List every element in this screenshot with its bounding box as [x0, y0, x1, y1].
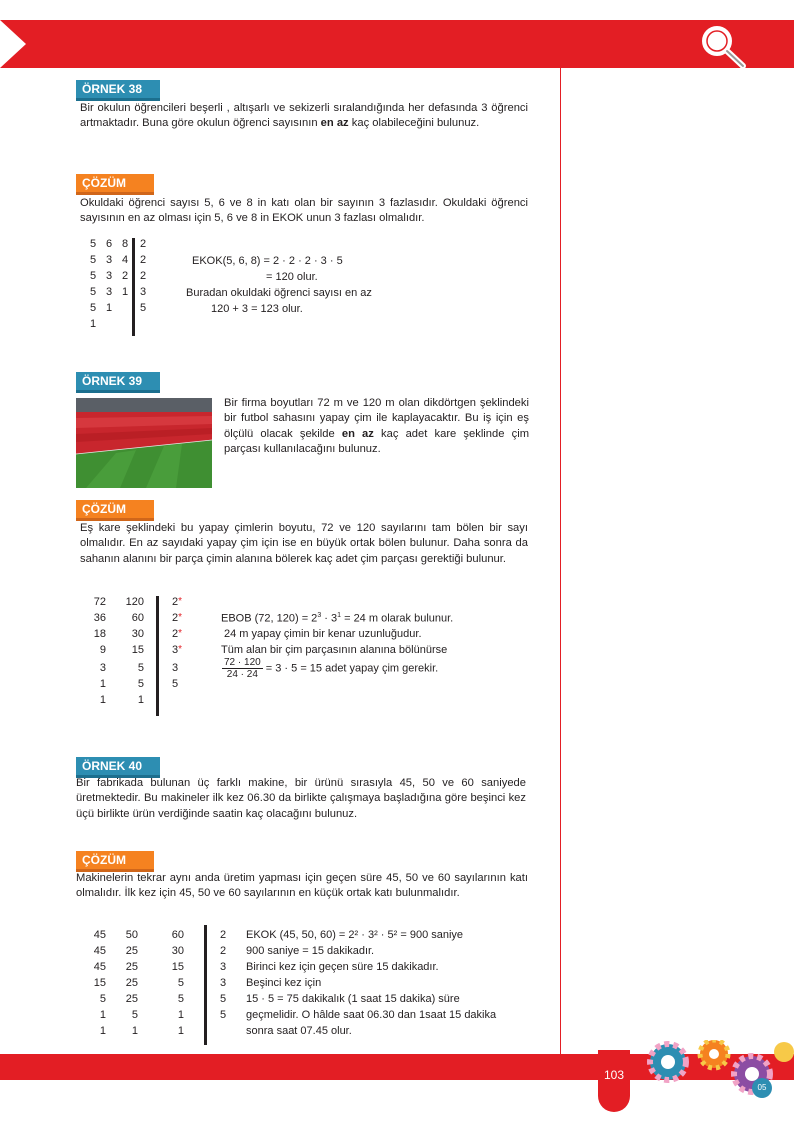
cell: 25: [125, 945, 138, 957]
cell: 25: [125, 993, 138, 1005]
cell: 45: [93, 961, 106, 973]
cell: 9: [99, 644, 106, 656]
cell: 2: [220, 945, 227, 957]
cell: 1: [177, 1009, 184, 1021]
example-40-label: ÖRNEK 40: [76, 757, 160, 778]
cell: 2*: [172, 596, 183, 608]
cell: 3: [106, 254, 113, 266]
header-band: [0, 20, 794, 68]
solution-39-text: Eş kare şeklindeki bu yapay çimlerin boyutu, 72 ve 120 sayılarını tam bölen bir sayı olmalıdır. En az sayıdaki yapay çim için ise en büyük ortak bölen bulunur. Daha sonra da sahanın alanını bir parça çimin alanına bölerek kaç adet çim parçası gerektiği bulunur.: [80, 522, 528, 565]
example-40-text: Bir fabrikada bulunan üç farklı makine, bir ürünü sırasıyla 45, 50 ve 60 saniyede üretmektedir. Bu makineler ilk kez 06.30 da birlikte çalışmaya başladığına göre beşinci kez üçü birlikte ürün verdiğinde saatin kaç olacağını bulunuz.: [76, 777, 526, 820]
cell: 2: [122, 270, 129, 282]
cell: 1: [99, 1025, 106, 1037]
cell: 2: [220, 929, 227, 941]
cell: 30: [171, 945, 184, 957]
page-number: 103: [603, 1068, 625, 1082]
cell: 15: [171, 961, 184, 973]
header-arrow: [0, 20, 26, 68]
cell: 60: [131, 612, 144, 624]
cell: 5: [99, 993, 106, 1005]
cell: 2*: [172, 628, 183, 640]
cell: 50: [125, 929, 138, 941]
solution-40-note-1: EKOK (45, 50, 60) = 2² · 3² · 5² = 900 saniye: [246, 929, 464, 941]
solution-38-note-1: EKOK(5, 6, 8) = 2 · 2 · 2 · 3 · 5: [192, 255, 343, 267]
cell: 120: [125, 596, 144, 608]
cell: 5: [220, 1009, 227, 1021]
example-38-text: Bir okulun öğrencileri beşerli , altışarlı ve sekizerli sıralandığında her defasında 3 öğrenci artmaktadır. Buna göre okulun öğrenci sayısının en az kaç olabileceğini bulunuz.: [80, 102, 528, 130]
example-39-label: ÖRNEK 39: [76, 372, 160, 393]
cell: 5: [177, 977, 184, 989]
solution-38-note-3: Buradan okuldaki öğrenci sayısı en az: [186, 287, 372, 299]
solution-38-note-4: 120 + 3 = 123 olur.: [211, 303, 303, 315]
cell: 3: [220, 977, 227, 989]
cell: 1: [106, 302, 113, 314]
margin-line: [560, 68, 561, 1068]
cell: 1: [137, 694, 144, 706]
solution-40-note-4: Beşinci kez için: [246, 977, 322, 989]
solution-38-text: Okuldaki öğrenci sayısı 5, 6 ve 8 in katı olan bir sayının 3 fazlasıdır. Okuldaki öğrenci sayısının en az olması için 5, 6 ve 8 in EKOK unun 3 fazlası olmalıdır.: [80, 197, 528, 225]
cell: 2: [140, 238, 147, 250]
division-bar: [204, 925, 207, 1045]
cell: 45: [93, 945, 106, 957]
cell: 36: [93, 612, 106, 624]
cell: 3: [106, 286, 113, 298]
solution-39-note-1: EBOB (72, $120) = 2^3 \cdot 3^1 = 24$ m olarak bulunur.: [221, 612, 454, 625]
cell: 5: [137, 678, 144, 690]
solution-40-note-5: 15 · 5 = 75 dakikalık (1 saat 15 dakika) süre: [246, 993, 460, 1005]
solution-40-label: ÇÖZÜM: [76, 851, 154, 872]
solution-40-text: Makinelerin tekrar aynı anda üretim yapması için geçen süre 45, 50 ve 60 sayılarının katı olmalıdır. İlk kez için 45, 50 ve 60 sayılarının en küçük ortak katı bulunmalıdır.: [76, 872, 528, 900]
cell: 5: [172, 678, 179, 690]
cell: 5: [220, 993, 227, 1005]
solution-39-note-4: $\frac{72 \cdot 120}{24 \cdot 24} = 3 \cdot 5 = 15$ adet yapay çim gerekir.: [224, 657, 439, 680]
cell: 5: [177, 993, 184, 1005]
magnifier-icon: [698, 24, 750, 70]
example-38-label: ÖRNEK 38: [76, 80, 160, 101]
fraction: $\frac{72 \cdot 120}{24 \cdot 24}$: [224, 657, 261, 680]
cell: 1: [99, 678, 106, 690]
solution-39-note-3: Tüm alan bir çim parçasının alanına bölünürse: [221, 644, 448, 656]
solution-39-note-2: 24 m yapay çimin bir kenar uzunluğudur.: [224, 628, 422, 640]
cell: 8: [122, 238, 129, 250]
cell: 30: [131, 628, 144, 640]
cell: 1: [122, 286, 129, 298]
cell: 1: [131, 1025, 138, 1037]
cell: 45: [93, 929, 106, 941]
division-bar: [156, 596, 159, 716]
cell: 3: [106, 270, 113, 282]
solution-40-note-2: 900 saniye = 15 dakikadır.: [246, 945, 375, 957]
cell: 3*: [172, 644, 183, 656]
cell: 5: [90, 254, 97, 266]
solution-40-note-6: geçmelidir. O hâlde saat 06.30 dan 1saat 15 dakika: [246, 1009, 497, 1021]
cell: 5: [90, 286, 97, 298]
cell: 60: [171, 929, 184, 941]
cell: 3: [220, 961, 227, 973]
cell: 72: [93, 596, 106, 608]
cell: 25: [125, 977, 138, 989]
stadium-image: [76, 398, 212, 488]
cell: 3: [172, 662, 179, 674]
cell: 2*: [172, 612, 183, 624]
cell: 6: [106, 238, 113, 250]
cell: 5: [137, 662, 144, 674]
cell: 1: [177, 1025, 184, 1037]
cell: 2: [140, 254, 147, 266]
cell: 1: [99, 694, 106, 706]
cell: 5: [131, 1009, 138, 1021]
solution-40-note-3: Birinci kez için geçen süre 15 dakikadır.: [246, 961, 439, 973]
division-bar: [132, 238, 135, 336]
solution-39-label: ÇÖZÜM: [76, 500, 154, 521]
solution-40-note-7: sonra saat 07.45 olur.: [246, 1025, 352, 1037]
cell: 5: [90, 270, 97, 282]
cell: 25: [125, 961, 138, 973]
cell: 5: [90, 302, 97, 314]
cell: 4: [122, 254, 129, 266]
cell: 1: [90, 318, 97, 330]
cell: 5: [140, 302, 147, 314]
cell: 3: [140, 286, 147, 298]
cell: 2: [140, 270, 147, 282]
example-39-text: Bir firma boyutları 72 m ve 120 m olan dikdörtgen şeklindeki bir futbol sahasını yapay çim ile kaplayacaktır. Bu iş için eş ölçülü olacak şekilde en az kaç adet kare şeklinde çim parçası kullanılacağını bulunuz.: [224, 397, 530, 456]
cell: 15: [93, 977, 106, 989]
cell: 5: [90, 238, 97, 250]
cell: 1: [99, 1009, 106, 1021]
cell: 3: [99, 662, 106, 674]
unit-badge: 05: [752, 1078, 772, 1098]
solution-38-note-2: = 120 olur.: [266, 271, 318, 283]
solution-38-label: ÇÖZÜM: [76, 174, 154, 195]
cell: 18: [93, 628, 106, 640]
cell: 15: [131, 644, 144, 656]
